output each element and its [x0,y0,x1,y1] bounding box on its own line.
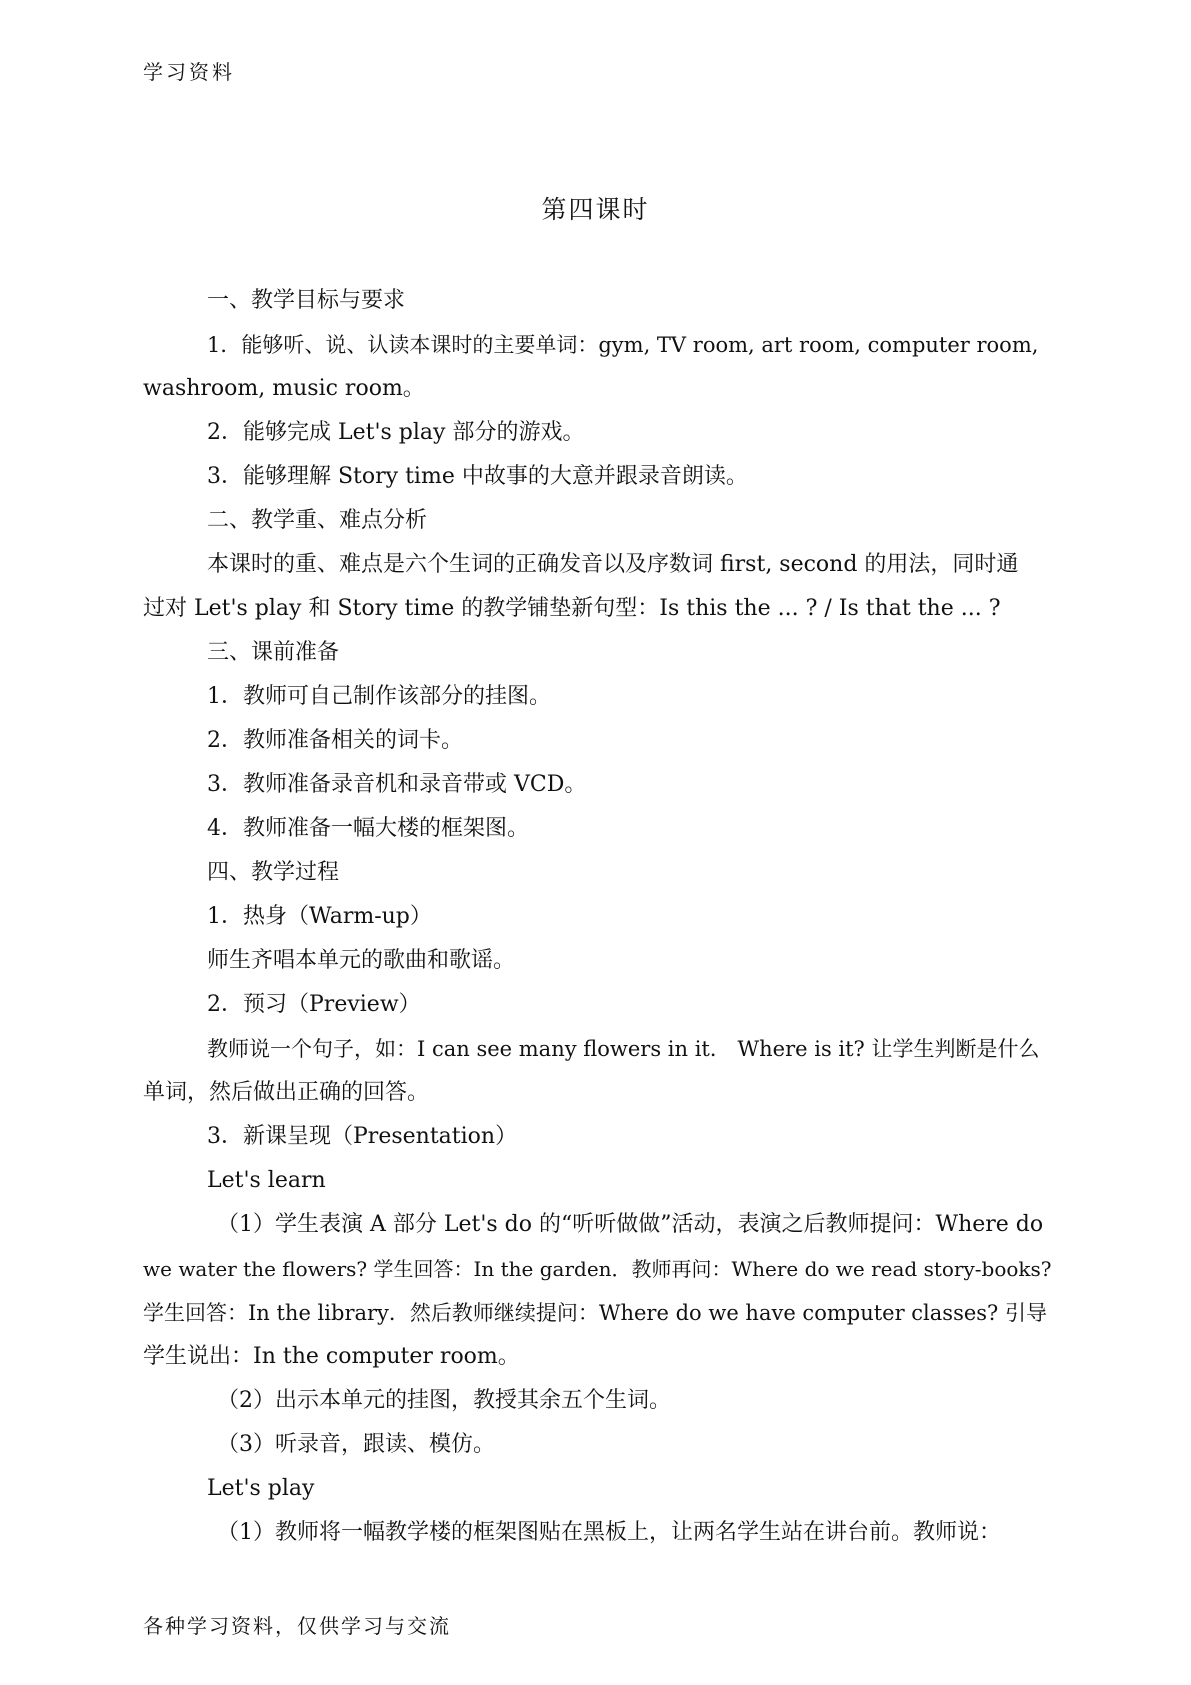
paragraph-line: 4．教师准备一幅大楼的框架图。 [207,816,529,841]
paragraph-line: 1．能够听、说、认读本课时的主要单词：gym, TV room, art room, computer room, [207,333,1039,357]
paragraph-line: 教师说一个句子，如：I can see many flowers in it． Where is it? 让学生判断是什么 [207,1037,1040,1061]
paragraph-line: （2）出示本单元的挂图，教授其余五个生词。 [217,1388,671,1413]
paragraph-line: 3．能够理解 Story time 中故事的大意并跟录音朗读。 [207,464,748,489]
paragraph-line: washroom, music room。 [143,376,425,401]
paragraph-line: 2．教师准备相关的词卡。 [207,728,463,753]
paragraph-line: 学生回答：In the library．然后教师继续提问：Where do we have computer classes? 引导 [143,1301,1047,1325]
paragraph-line: we water the flowers? 学生回答：In the garden．教师再问：Where do we read story-books? [143,1257,1052,1281]
section-heading: 四、教学过程 [207,860,340,885]
header-note: 学习资料 [143,60,235,84]
page-title: 第四课时 [541,195,650,224]
section-heading: 二、教学重、难点分析 [207,508,428,533]
paragraph-line: 学生说出：In the computer room。 [143,1344,520,1369]
subheading: Let's play [207,1476,315,1501]
paragraph-line: 本课时的重、难点是六个生词的正确发音以及序数词 first, second 的用法，同时通 [207,552,1019,577]
document-body [143,279,1055,1555]
paragraph-line: 2．能够完成 Let's play 部分的游戏。 [207,420,585,445]
section-heading: 一、教学目标与要求 [207,288,406,313]
subheading: Let's learn [207,1168,326,1193]
paragraph-line: 1．教师可自己制作该部分的挂图。 [207,684,551,709]
paragraph-line: 单词，然后做出正确的回答。 [143,1080,430,1105]
paragraph-line: 2．预习（Preview） [207,992,421,1017]
paragraph-line: （1）学生表演 A 部分 Let's do 的“听听做做”活动，表演之后教师提问：Where do [217,1212,1044,1237]
paragraph-line: 1．热身（Warm-up） [207,904,432,929]
paragraph-line: （1）教师将一幅教学楼的框架图贴在黑板上，让两名学生站在讲台前。教师说： [217,1520,1001,1545]
paragraph-line: 过对 Let's play 和 Story time 的教学铺垫新句型：Is this the ... ? / Is that the ... ? [143,596,1001,621]
paragraph-line: 3．新课呈现（Presentation） [207,1124,518,1149]
paragraph-line: 师生齐唱本单元的歌曲和歌谣。 [207,948,516,973]
footer-note: 各种学习资料，仅供学习与交流 [143,1614,451,1638]
paragraph-line: 3．教师准备录音机和录音带或 VCD。 [207,772,587,797]
section-heading: 三、课前准备 [207,640,340,665]
paragraph-line: （3）听录音，跟读、模仿。 [217,1432,495,1457]
